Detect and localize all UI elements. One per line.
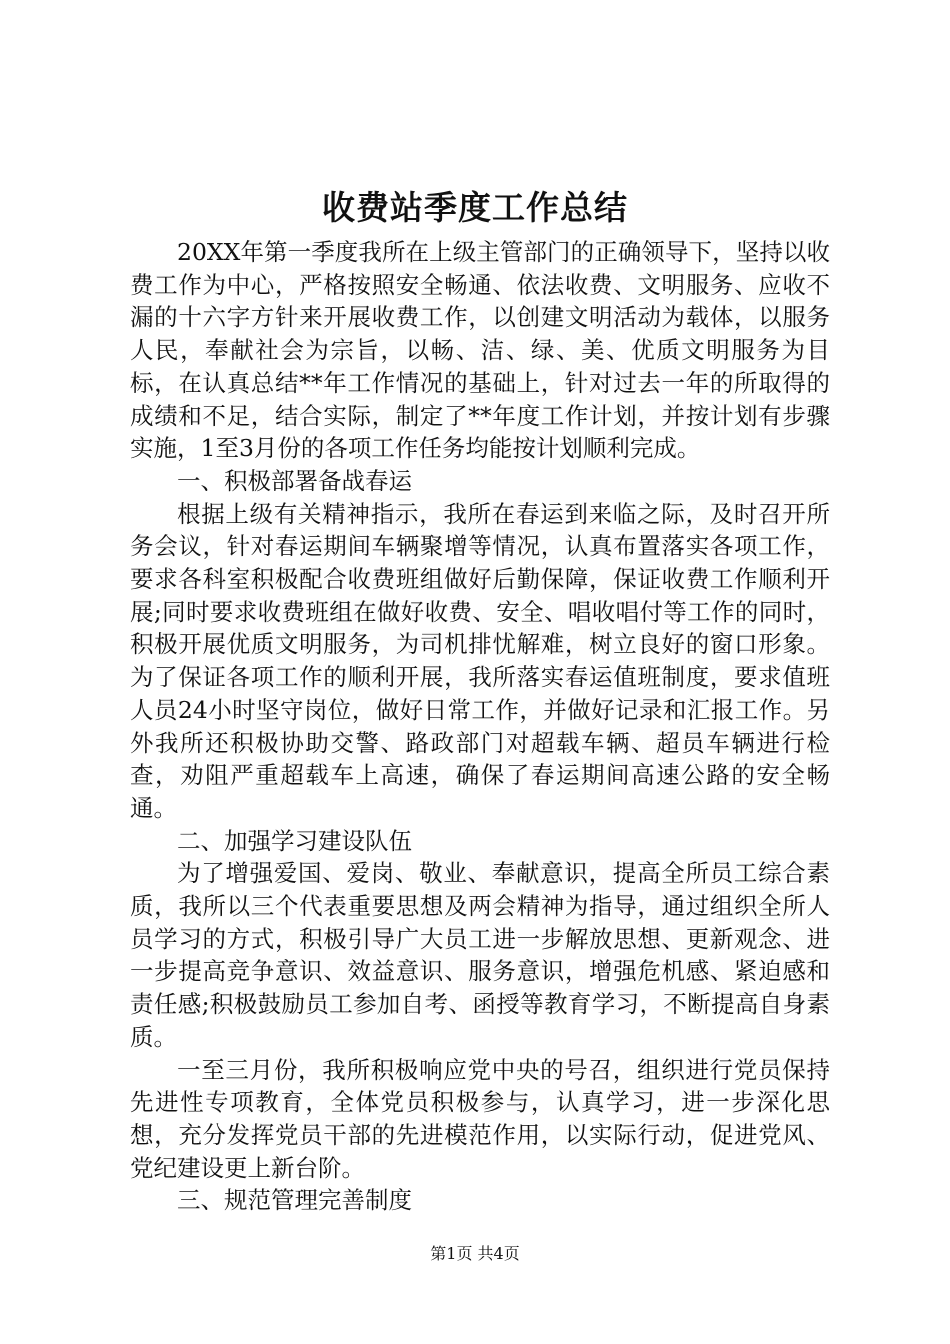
page-footer: 第1页 共4页: [430, 1244, 520, 1263]
section-heading-3: 三、规范管理完善制度: [177, 1186, 412, 1215]
section-2-paragraph-2: 一至三月份，我所积极响应党中央的号召，组织进行党员保持先进性专项教育，全体党员积极参与，认真学习，进一步深化思想，充分发挥党员干部的先进模范作用，以实际行动，促进党风、党纪建设更上新台阶。: [130, 1055, 830, 1182]
section-1-paragraph: 根据上级有关精神指示，我所在春运到来临之际，及时召开所务会议，针对春运期间车辆聚增等情况，认真布置落实各项工作，要求各科室积极配合收费班组做好后勤保障，保证收费工作顺利开展;同时要求收费班组在做好收费、安全、唱收唱付等工作的同时，积极开展优质文明服务，为司机排忧解难，树立良好的窗口形象。为了保证各项工作的顺利开展，我所落实春运值班制度，要求值班人员24小时坚守岗位，做好日常工作，并做好记录和汇报工作。另外我所还积极协助交警、路政部门对超载车辆、超员车辆进行检查，劝阻严重超载车上高速，确保了春运期间高速公路的安全畅通。: [130, 499, 830, 822]
section-heading-2: 二、加强学习建设队伍: [177, 826, 412, 855]
section-heading-1: 一、积极部署备战春运: [177, 466, 412, 495]
section-2-paragraph-1: 为了增强爱国、爱岗、敬业、奉献意识，提高全所员工综合素质，我所以三个代表重要思想及两会精神为指导，通过组织全所人员学习的方式，积极引导广大员工进一步解放思想、更新观念、进一步提高竞争意识、效益意识、服务意识，增强危机感、紧迫感和责任感;积极鼓励员工参加自考、函授等教育学习，不断提高自身素质。: [130, 859, 830, 1051]
document-title: 收费站季度工作总结: [322, 188, 628, 227]
intro-paragraph: 20XX年第一季度我所在上级主管部门的正确领导下，坚持以收费工作为中心，严格按照安全畅通、依法收费、文明服务、应收不漏的十六字方针来开展收费工作，以创建文明活动为载体，以服务人民，奉献社会为宗旨，以畅、洁、绿、美、优质文明服务为目标，在认真总结**年工作情况的基础上，针对过去一年的所取得的成绩和不足，结合实际，制定了**年度工作计划，并按计划有步骤实施，1至3月份的各项工作任务均能按计划顺利完成。: [130, 238, 830, 463]
document-body: [130, 236, 830, 1217]
